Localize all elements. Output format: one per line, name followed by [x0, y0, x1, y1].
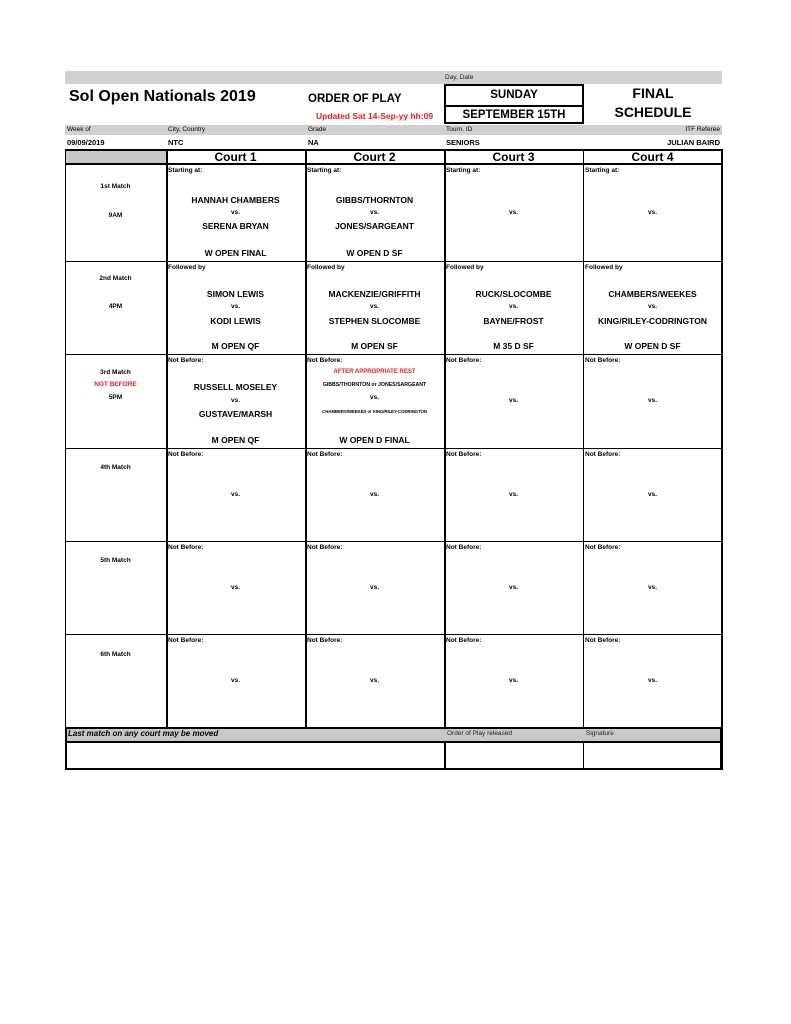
cell-prefix: Starting at:: [446, 167, 481, 174]
cell-prefix: Not Before:: [585, 544, 621, 551]
player-1: RUCK/SLOCOMBE: [475, 289, 552, 299]
city-label: City, Country: [168, 126, 206, 133]
vs-label: vs.: [647, 584, 658, 591]
player-2: SERENA BRYAN: [202, 221, 269, 231]
cell-prefix: Not Before:: [168, 544, 204, 551]
court-4-header: Court 4: [631, 150, 674, 164]
event-label: M 35 D SF: [493, 341, 534, 351]
week-of-label: Week of: [67, 126, 91, 133]
week-of-value: 09/09/2019: [67, 138, 105, 147]
cell-prefix: Not Before:: [446, 544, 482, 551]
grade-label: Grade: [308, 126, 327, 133]
vs-label: vs.: [508, 584, 519, 591]
row-label: 2nd Match: [99, 275, 132, 282]
vs-label: vs.: [230, 397, 241, 404]
signature-label: Signature: [586, 730, 614, 737]
tourn-id-value: SENIORS: [446, 138, 480, 147]
vs-label: vs.: [508, 397, 519, 404]
cell-prefix: Followed by: [168, 264, 206, 271]
row-label: 4th Match: [100, 464, 131, 471]
footer-box: [65, 727, 722, 770]
cell-prefix: Not Before:: [307, 451, 343, 458]
grade-value: NA: [308, 138, 319, 147]
cell-prefix: Not Before:: [446, 637, 482, 644]
player-2: KODI LEWIS: [210, 316, 261, 326]
header-band: [65, 71, 722, 84]
date-value: SEPTEMBER 15TH: [462, 109, 566, 121]
cell-prefix: Not Before:: [307, 544, 343, 551]
event-label: W OPEN D FINAL: [339, 435, 410, 445]
cell-prefix: Starting at:: [585, 167, 620, 174]
referee-label: ITF Referee: [685, 126, 720, 133]
vs-label: vs.: [647, 303, 658, 310]
cell-prefix: Followed by: [307, 264, 345, 271]
rest-note: AFTER APPROPRIATE REST: [333, 369, 416, 375]
day-date-label: Day, Date: [445, 74, 474, 81]
player-2: BAYNE/FROST: [483, 316, 544, 326]
cell-prefix: Not Before:: [307, 637, 343, 644]
vs-label: vs.: [647, 677, 658, 684]
row-time: 4PM: [108, 303, 123, 310]
cell-prefix: Followed by: [446, 264, 484, 271]
vs-label: vs.: [508, 209, 519, 216]
cell-prefix: Starting at:: [168, 167, 203, 174]
player-2: STEPHEN SLOCOMBE: [328, 316, 421, 326]
cell-prefix: Not Before:: [446, 357, 482, 364]
vs-label: vs.: [230, 209, 241, 216]
cell-prefix: Not Before:: [168, 357, 204, 364]
player-2: CHAMBERS/WEEKES or KING/RILEY-CODRINGTON: [322, 409, 427, 414]
day-value: SUNDAY: [490, 89, 538, 101]
cell-prefix: Not Before:: [585, 451, 621, 458]
order-of-play-heading: ORDER OF PLAY: [308, 93, 402, 105]
player-2: GUSTAVE/MARSH: [198, 409, 273, 419]
player-1: GIBBS/THORNTON: [335, 195, 414, 205]
schedule-label: SCHEDULE: [614, 104, 692, 120]
cell-prefix: Not Before:: [168, 451, 204, 458]
row-time: 5PM: [108, 394, 123, 401]
cell-prefix: Not Before:: [446, 451, 482, 458]
court-3-header: Court 3: [492, 150, 535, 164]
player-1: GIBBS/THORNTON or JONES/SARGEANT: [322, 382, 427, 388]
event-label: M OPEN SF: [351, 341, 398, 351]
city-value: NTC: [168, 138, 184, 147]
court-1-header: Court 1: [214, 150, 257, 164]
vs-label: vs.: [369, 394, 380, 401]
vs-label: vs.: [508, 677, 519, 684]
cell-prefix: Not Before:: [585, 637, 621, 644]
vs-label: vs.: [230, 491, 241, 498]
row-label: 3rd Match: [100, 369, 131, 376]
vs-label: vs.: [230, 677, 241, 684]
vs-label: vs.: [508, 491, 519, 498]
vs-label: vs.: [647, 209, 658, 216]
referee-value: JULIAN BAIRD: [667, 138, 720, 147]
event-label: W OPEN D SF: [346, 248, 403, 258]
page-title: Sol Open Nationals 2019: [69, 88, 256, 105]
player-2: JONES/SARGEANT: [335, 221, 414, 231]
cell-prefix: Starting at:: [307, 167, 342, 174]
row-not-before: NOT BEFORE: [94, 381, 137, 388]
row-label: 1st Match: [100, 183, 131, 190]
event-label: M OPEN QF: [211, 341, 260, 351]
player-1: SIMON LEWIS: [206, 289, 265, 299]
event-label: M OPEN QF: [211, 435, 260, 445]
player-1: CHAMBERS/WEEKES: [608, 289, 697, 299]
cell-prefix: Not Before:: [307, 357, 343, 364]
vs-label: vs.: [369, 303, 380, 310]
vs-label: vs.: [369, 491, 380, 498]
court-2-header: Court 2: [353, 150, 396, 164]
row-label: 6th Match: [100, 651, 131, 658]
vs-label: vs.: [647, 397, 658, 404]
final-label: FINAL: [632, 85, 674, 101]
player-1: RUSSELL MOSELEY: [193, 382, 278, 392]
cell-prefix: Not Before:: [168, 637, 204, 644]
event-label: W OPEN FINAL: [204, 248, 267, 258]
vs-label: vs.: [369, 584, 380, 591]
corner-cell: [65, 149, 166, 163]
cell-prefix: Followed by: [585, 264, 623, 271]
updated-timestamp: Updated Sat 14-Sep-yy hh:09: [316, 111, 434, 121]
cell-prefix: Not Before:: [585, 357, 621, 364]
vs-label: vs.: [230, 584, 241, 591]
player-1: HANNAH CHAMBERS: [191, 195, 280, 205]
vs-label: vs.: [369, 677, 380, 684]
vs-label: vs.: [647, 491, 658, 498]
meta-label-band: [65, 125, 722, 135]
footer-note: Last match on any court may be moved: [68, 729, 219, 738]
vs-label: vs.: [369, 209, 380, 216]
event-label: W OPEN D SF: [624, 341, 681, 351]
player-2: KING/RILEY-CODRINGTON: [598, 316, 707, 326]
vs-label: vs.: [508, 303, 519, 310]
player-1: MACKENZIE/GRIFFITH: [328, 289, 421, 299]
released-label: Order of Play released: [447, 730, 513, 737]
vs-label: vs.: [230, 303, 241, 310]
tourn-id-label: Tourn. ID: [446, 126, 473, 133]
row-time: 9AM: [108, 212, 123, 219]
row-label: 5th Match: [100, 557, 131, 564]
